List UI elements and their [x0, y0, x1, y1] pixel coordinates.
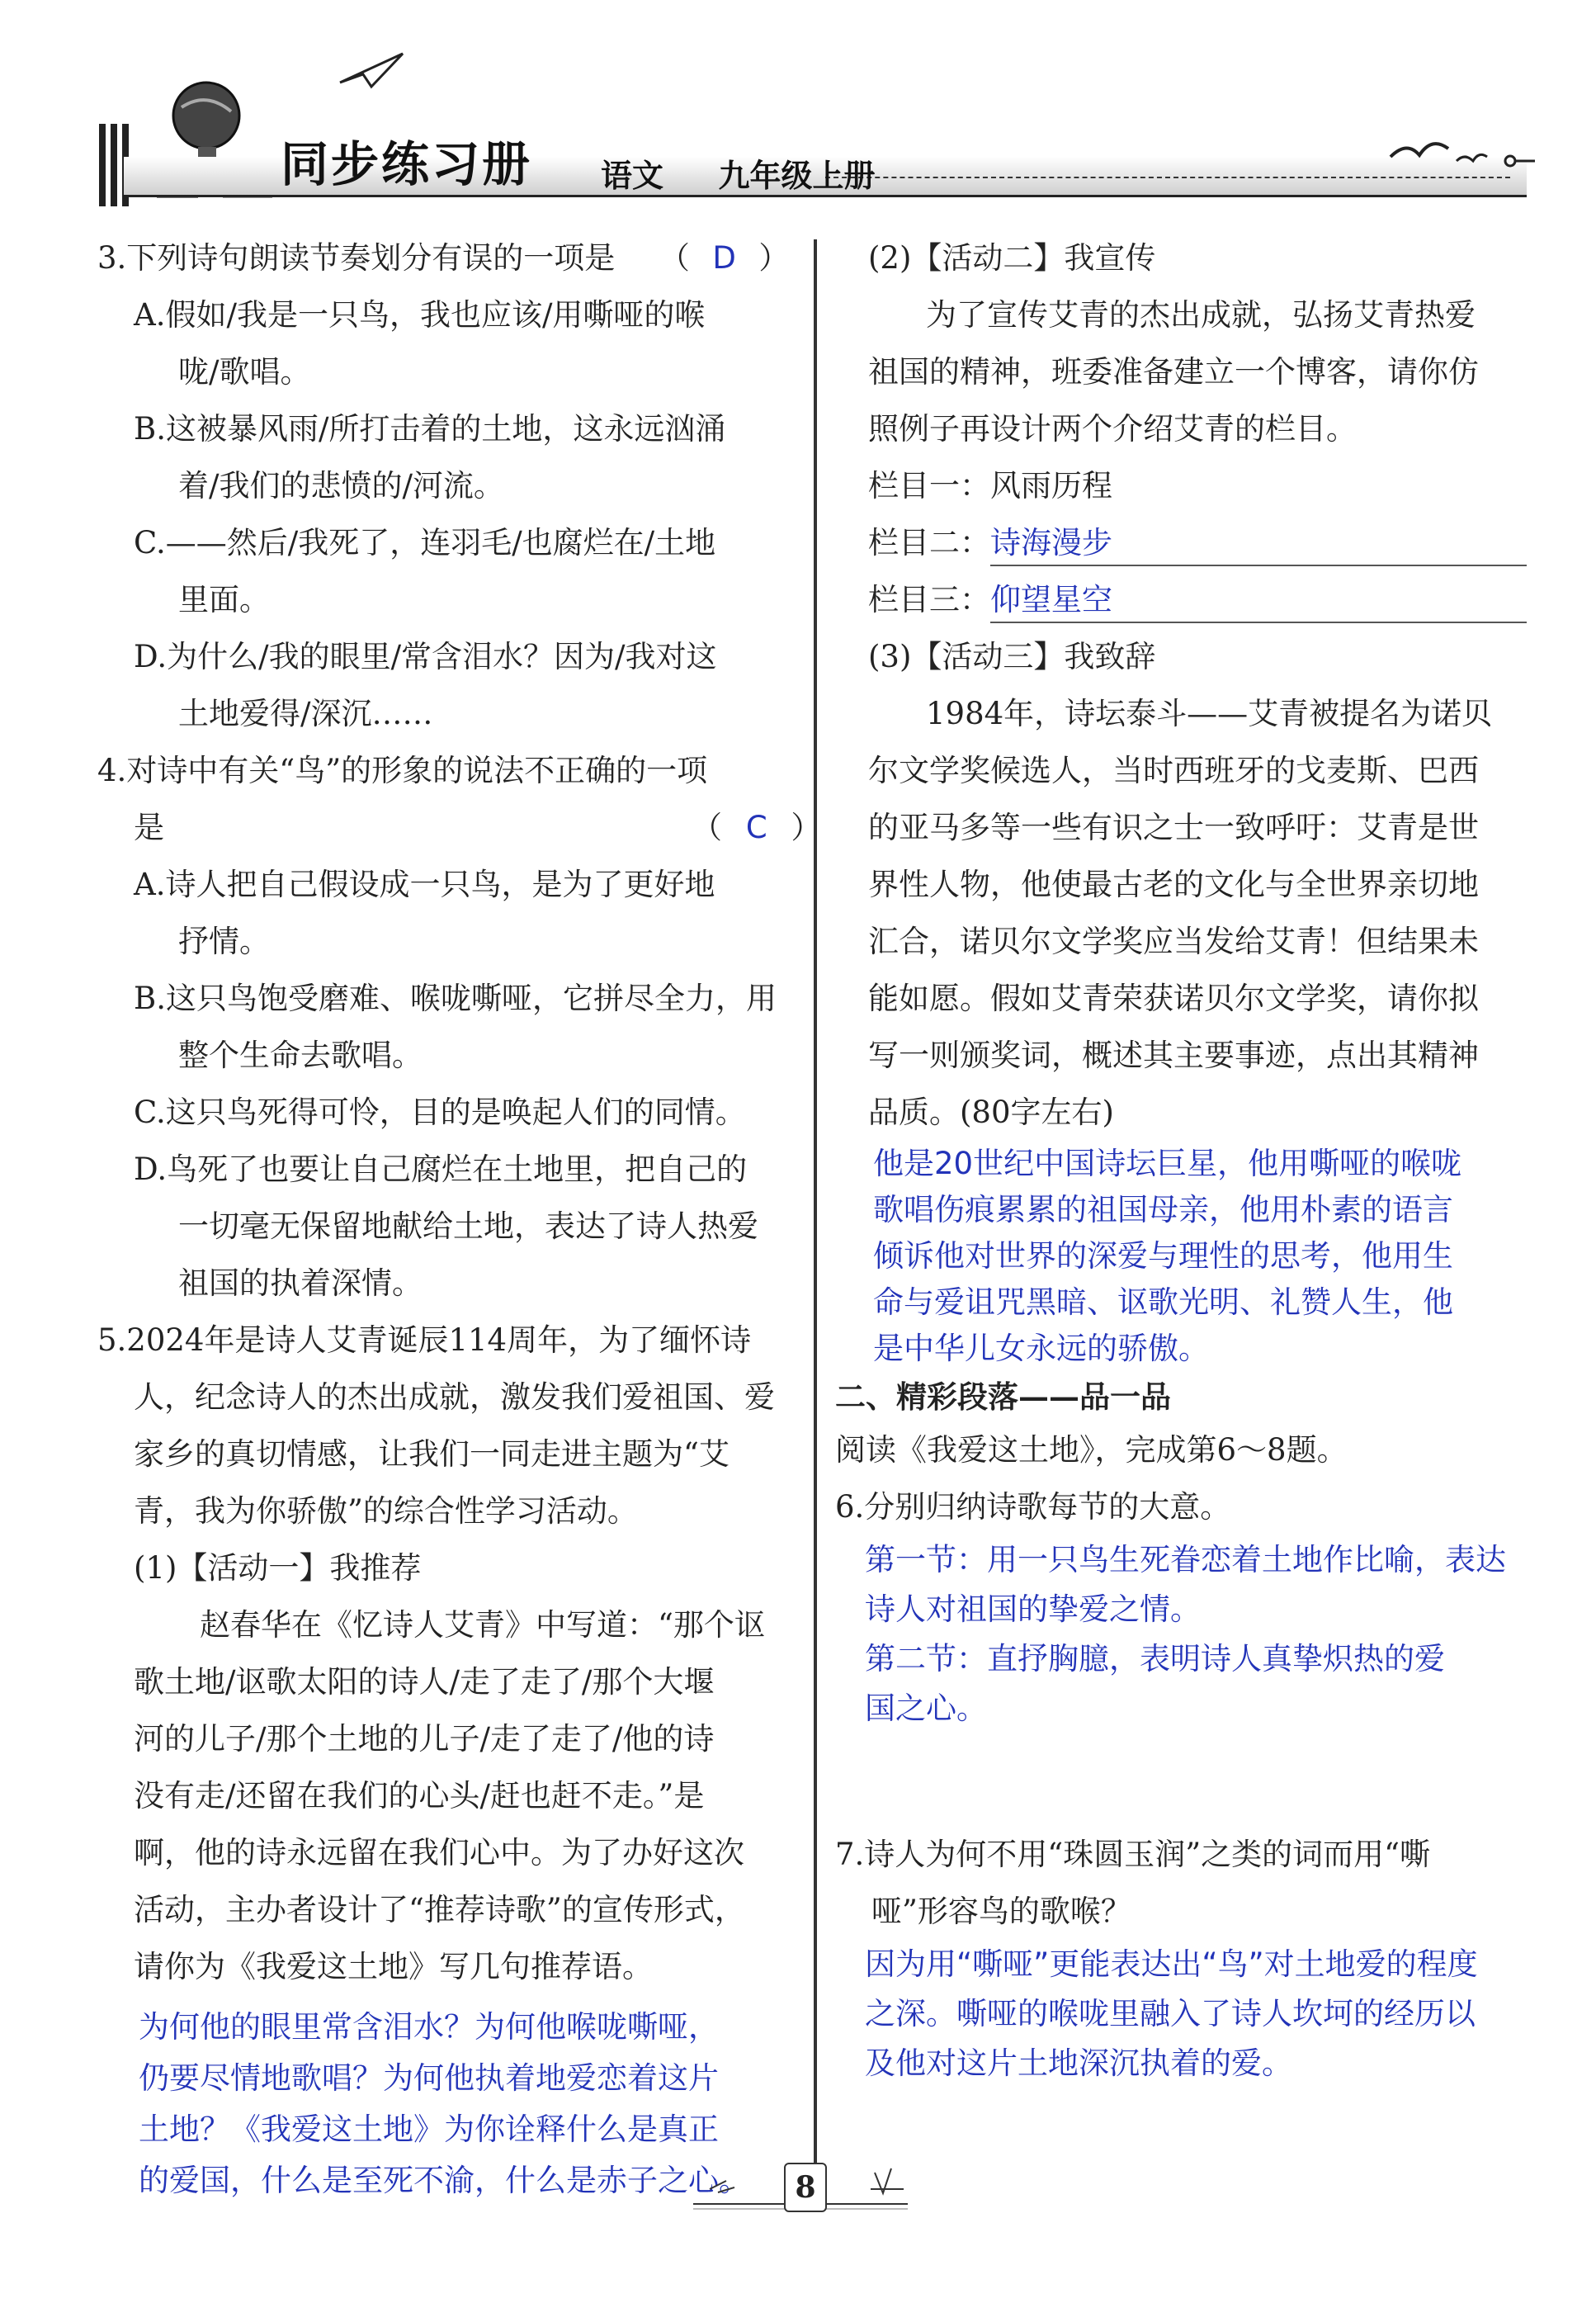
q4-option-d: D.鸟死了也要让自己腐烂在土地里，把自己的 — [134, 1152, 748, 1187]
activity3-para-2: 尔文学奖候选人，当时西班牙的戈麦斯、巴西 — [868, 753, 1479, 788]
q6-answer-2: 诗人对祖国的挚爱之情。 — [865, 1591, 1201, 1627]
column-3: 栏目三：仰望星空 — [835, 571, 1561, 628]
activity2-para-3: 照例子再设计两个介绍艾青的栏目。 — [868, 411, 1357, 447]
column-divider — [814, 239, 817, 2171]
q6-answer-1: 第一节：用一只鸟生死眷恋着土地作比喻，表达 — [865, 1542, 1506, 1577]
activity1-para-1: 赵春华在《忆诗人艾青》中写道：“那个讴 — [200, 1607, 765, 1643]
q7-answer-1: 因为用“嘶哑”更能表达出“鸟”对土地爱的程度 — [865, 1946, 1478, 1982]
activity3-para-3: 的亚马多等一些有识之士一致呼吁：艾青是世 — [868, 810, 1479, 845]
column-1: 栏目一：风雨历程 — [868, 468, 1112, 504]
activity3-para-6: 能如愿。假如艾青荣获诺贝尔文学奖，请你拟 — [868, 981, 1479, 1016]
activity1-answer-2: 仍要尽情地歌唱？为何他执着地爱恋着这片 — [139, 2060, 719, 2096]
q4-option-d-cont: 一切毫无保留地献给土地，表达了诗人热爱 — [178, 1208, 758, 1244]
subject: 语文 — [601, 157, 664, 194]
activity1-title: (1)【活动一】我推荐 — [134, 1550, 422, 1586]
activity3-para-4: 界性人物，他使最古老的文化与全世界亲切地 — [868, 867, 1479, 902]
q4-option-a-cont: 抒情。 — [178, 924, 270, 959]
activity3-answer-4: 命与爱诅咒黑暗、讴歌光明、礼赞人生，他 — [873, 1284, 1453, 1320]
paper-plane-icon — [338, 50, 404, 91]
grade: 九年级上册 — [718, 157, 876, 194]
q7-stem-cont: 哑”形容鸟的歌喉？ — [871, 1894, 1131, 1929]
q5-stem-cont3: 青，我为你骄傲”的综合性学习活动。 — [134, 1493, 638, 1529]
q4-option-c: C.这只鸟死得可怜，目的是唤起人们的同情。 — [134, 1095, 746, 1130]
activity1-para-3: 河的儿子/那个土地的儿子/走了走了/他的诗 — [134, 1721, 715, 1757]
activity1-answer-1: 为何他的眼里常含泪水？为何他喉咙嘶哑， — [139, 2009, 719, 2045]
activity3-title: (3)【活动三】我致辞 — [868, 639, 1156, 674]
column-2: 栏目二：诗海漫步 — [835, 514, 1561, 571]
q6-answer-3: 第二节：直抒胸臆，表明诗人真挚炽热的爱 — [865, 1641, 1445, 1676]
q3-option-a: A.假如/我是一只鸟，我也应该/用嘶哑的喉 — [134, 297, 706, 333]
activity1-para-7: 请你为《我爱这土地》写几句推荐语。 — [134, 1949, 653, 1984]
q3-option-c: C.——然后/我死了，连羽毛/也腐烂在/土地 — [134, 525, 716, 560]
q4-stem: 4.对诗中有关“鸟”的形象的说法不正确的一项 — [97, 753, 708, 788]
activity2-para-2: 祖国的精神，班委准备建立一个博客，请你仿 — [868, 354, 1479, 390]
column-2-answer: 诗海漫步 — [990, 522, 1527, 566]
activity1-answer-3: 土地？《我爱这土地》为你诠释什么是真正 — [139, 2111, 719, 2147]
q6-stem: 6.分别归纳诗歌每节的大意。 — [835, 1489, 1231, 1525]
activity1-para-4: 没有走/还留在我们的心头/赶也赶不走。”是 — [134, 1778, 705, 1814]
activity3-answer-5: 是中华儿女永远的骄傲。 — [873, 1331, 1209, 1366]
section-2-intro: 阅读《我爱这土地》，完成第6～8题。 — [835, 1432, 1348, 1468]
left-column — [97, 229, 822, 2206]
column-3-answer: 仰望星空 — [990, 579, 1527, 623]
q3-option-c-cont: 里面。 — [178, 582, 270, 617]
q3-option-b-cont: 着/我们的悲愤的/河流。 — [178, 468, 504, 504]
activity2-title: (2)【活动二】我宣传 — [868, 240, 1156, 276]
q5-stem: 5.2024年是诗人艾青诞辰114周年，为了缅怀诗 — [97, 1322, 752, 1358]
q3-option-a-cont: 咙/歌唱。 — [178, 354, 311, 390]
activity1-para-6: 活动，主办者设计了“推荐诗歌”的宣传形式， — [134, 1892, 745, 1927]
q3-stem: 3.下列诗句朗读节奏划分有误的一项是 （ D ） — [97, 229, 807, 286]
q7-answer-2: 之深。嘶哑的喉咙里融入了诗人坎坷的经历以 — [865, 1996, 1476, 2031]
q4-option-b-cont: 整个生命去歌唱。 — [178, 1038, 423, 1073]
activity3-answer-3: 倾诉他对世界的深爱与理性的思考，他用生 — [873, 1238, 1453, 1274]
activity3-para-1: 1984年，诗坛泰斗——艾青被提名为诺贝 — [926, 696, 1493, 731]
q3-option-d: D.为什么/我的眼里/常含泪水？因为/我对这 — [134, 639, 717, 674]
q5-stem-cont2: 家乡的真切情感，让我们一同走进主题为“艾 — [134, 1436, 730, 1472]
header — [0, 0, 1596, 215]
subject-label — [601, 150, 876, 196]
q4-answer: C — [745, 810, 767, 845]
activity1-answer-4: 的爱国，什么是至死不渝，什么是赤子之心。 — [139, 2163, 749, 2198]
activity1-para-2: 歌土地/讴歌太阳的诗人/走了走了/那个大堰 — [134, 1664, 715, 1700]
q6-answer-4: 国之心。 — [865, 1691, 987, 1726]
q3-answer: D — [712, 240, 736, 276]
q4-option-b: B.这只鸟饱受磨难、喉咙嘶哑，它拼尽全力，用 — [134, 981, 777, 1016]
activity1-para-5: 啊，他的诗永远留在我们心中。为了办好这次 — [134, 1835, 744, 1870]
q4-option-d-cont2: 祖国的执着深情。 — [178, 1265, 423, 1301]
book-title: 同步练习册 — [281, 136, 533, 192]
activity3-para-5: 汇合，诺贝尔文学奖应当发给艾青！但结果未 — [868, 924, 1479, 959]
activity3-answer-2: 歌唱伤痕累累的祖国母亲，他用朴素的语言 — [873, 1192, 1453, 1227]
q5-stem-cont1: 人，纪念诗人的杰出成就，激发我们爱祖国、爱 — [134, 1379, 775, 1415]
right-column — [835, 229, 1561, 2088]
q7-stem: 7.诗人为何不用“珠圆玉润”之类的词而用“嘶 — [835, 1837, 1431, 1872]
q3-option-d-cont: 土地爱得/深沉…… — [178, 696, 433, 731]
activity3-para-8: 品质。(80字左右) — [868, 1095, 1114, 1130]
activity3-answer-1: 他是20世纪中国诗坛巨星，他用嘶哑的喉咙 — [873, 1146, 1462, 1181]
activity3-para-7: 写一则颁奖词，概述其主要事迹，点出其精神 — [868, 1038, 1479, 1073]
q4-stem-cont: 是 （ C ） — [97, 799, 807, 856]
q3-option-b: B.这被暴风雨/所打击着的土地，这永远汹涌 — [134, 411, 726, 447]
page-number: 8 — [784, 2163, 827, 2212]
birds-icon — [1386, 124, 1535, 190]
activity2-para-1: 为了宣传艾青的杰出成就，弘扬艾青热爱 — [926, 297, 1476, 333]
q4-option-a: A.诗人把自己假设成一只鸟，是为了更好地 — [134, 867, 715, 902]
q7-answer-3: 及他对这片土地深沉执着的爱。 — [865, 2045, 1292, 2081]
section-2-title: 二、精彩段落——品一品 — [835, 1378, 1171, 1415]
